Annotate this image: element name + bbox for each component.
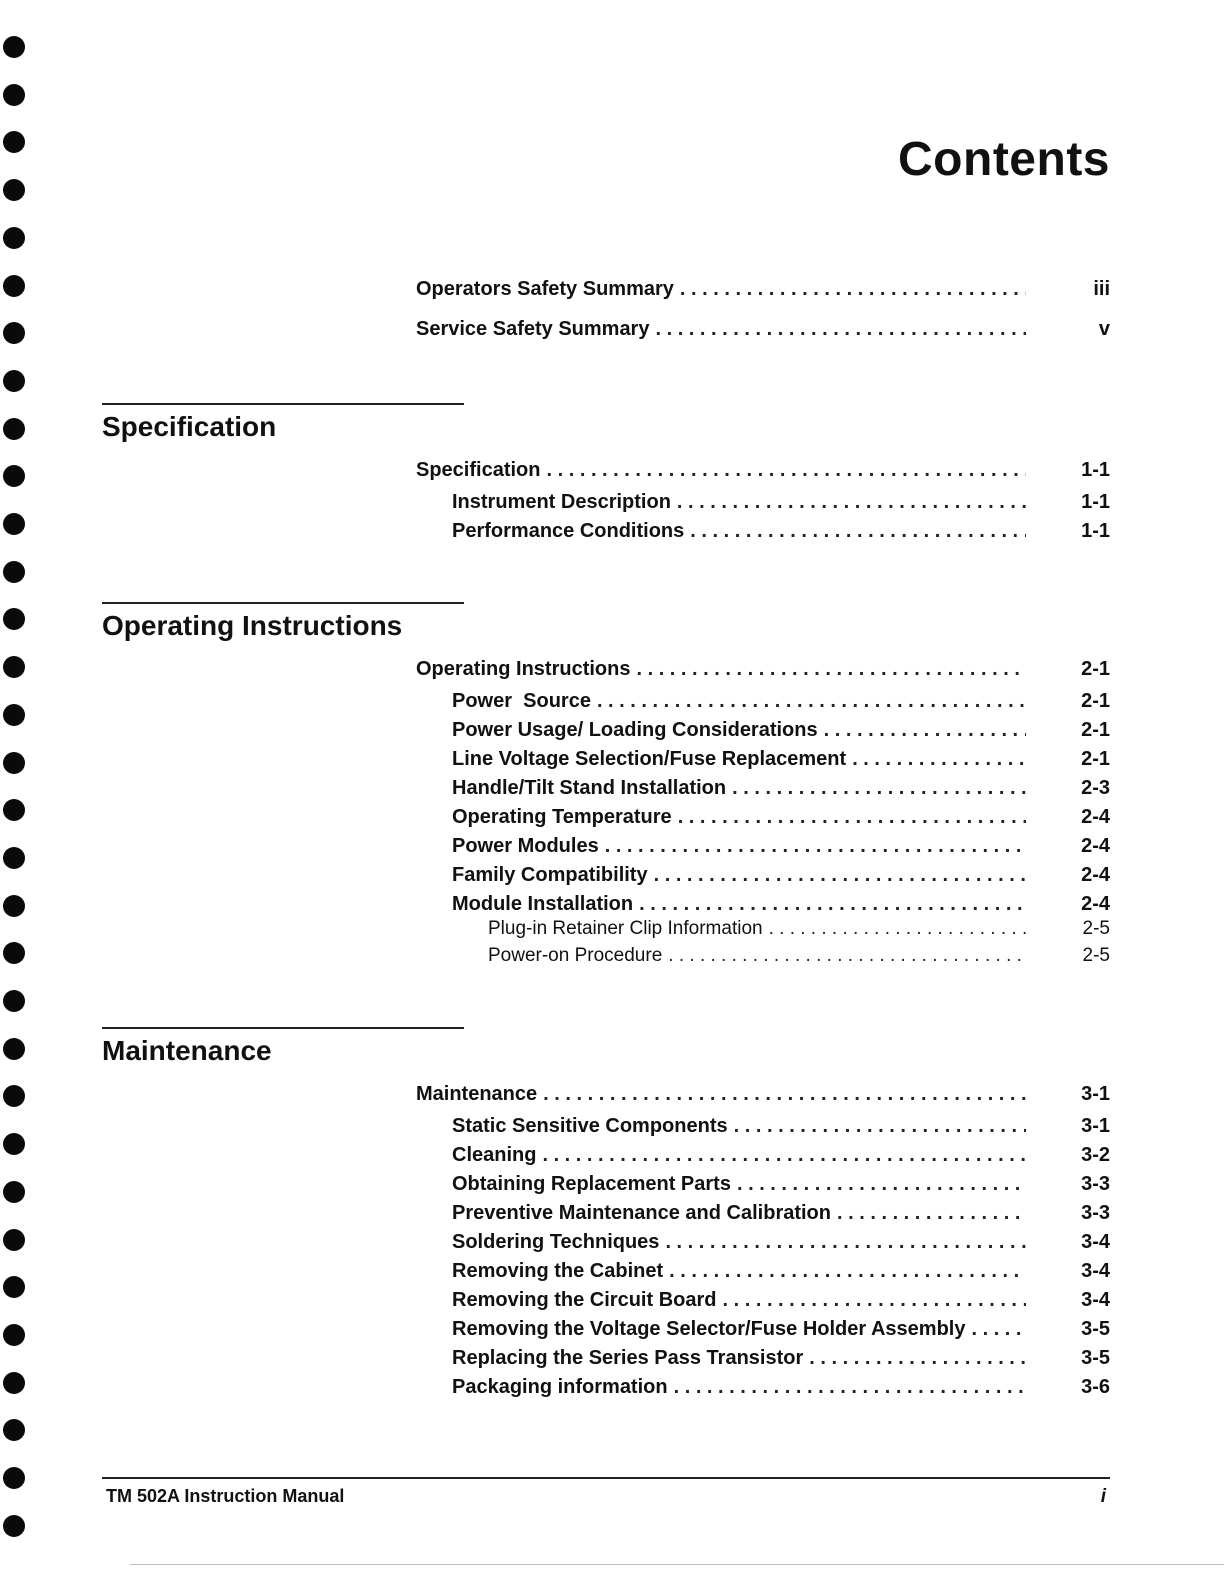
toc-entry-label: Specification (416, 458, 541, 481)
dot-leader (732, 777, 1026, 800)
dot-leader (597, 690, 1026, 713)
binder-hole (3, 465, 25, 487)
binder-hole (3, 847, 25, 869)
binder-hole (3, 1133, 25, 1155)
toc-entry-label: Module Installation (452, 892, 634, 915)
dot-leader (769, 918, 1026, 940)
toc-entry[interactable] (416, 656, 1026, 682)
dot-leader (639, 893, 1026, 916)
toc-entry-label: Replacing the Series Pass Transistor (452, 1346, 804, 1369)
toc-entry[interactable] (452, 518, 1026, 544)
toc-entry-page: 2-1 (1081, 690, 1110, 712)
toc-entry-label: Removing the Cabinet (452, 1259, 664, 1282)
binder-hole (3, 275, 25, 297)
dot-leader (809, 1347, 1026, 1370)
toc-entry[interactable] (452, 1258, 1026, 1284)
binder-hole (3, 84, 25, 106)
toc-entry-page: 2-1 (1081, 748, 1110, 770)
binder-hole (3, 1515, 25, 1537)
binder-hole (3, 608, 25, 630)
toc-entry-label: Performance Conditions (452, 519, 685, 542)
dot-leader (971, 1318, 1026, 1341)
toc-entry[interactable] (452, 1200, 1026, 1226)
toc-entry[interactable] (416, 457, 1026, 483)
toc-entry-page: 3-2 (1081, 1144, 1110, 1166)
toc-entry-page: 3-1 (1081, 1083, 1110, 1105)
binder-hole (3, 227, 25, 249)
toc-entry[interactable] (452, 1229, 1026, 1255)
toc-entry[interactable] (416, 1081, 1026, 1107)
binder-hole (3, 36, 25, 58)
toc-entry-label: Obtaining Replacement Parts (452, 1172, 731, 1195)
dot-leader (722, 1289, 1026, 1312)
binder-hole (3, 1229, 25, 1251)
dot-leader (669, 1260, 1026, 1283)
binder-hole (3, 370, 25, 392)
toc-entry[interactable] (452, 1142, 1026, 1168)
dot-leader (680, 278, 1026, 301)
toc-entry-label: Family Compatibility (452, 863, 648, 886)
binder-hole (3, 179, 25, 201)
toc-entry-page: 3-3 (1081, 1173, 1110, 1195)
toc-entry[interactable] (452, 1113, 1026, 1139)
section-rule (102, 602, 464, 604)
toc-entry[interactable] (452, 489, 1026, 515)
toc-entry-page: 2-4 (1081, 806, 1110, 828)
toc-entry-label: Cleaning (452, 1143, 537, 1166)
toc-entry-page: 2-3 (1081, 777, 1110, 799)
toc-entry-label: Operating Instructions (416, 657, 631, 680)
footer-rule (102, 1477, 1110, 1479)
toc-entry[interactable] (452, 1171, 1026, 1197)
binder-hole (3, 942, 25, 964)
dot-leader (636, 658, 1026, 681)
toc-entry-label: Plug-in Retainer Clip Information (488, 918, 763, 939)
section-rule (102, 403, 464, 405)
toc-entry-operators-safety-summary[interactable] (416, 276, 1026, 302)
toc-entry-page: 1-1 (1081, 459, 1110, 481)
dot-leader (543, 1083, 1026, 1106)
page-title: Contents (898, 133, 1110, 186)
dot-leader (674, 1376, 1026, 1399)
dot-leader (678, 806, 1026, 829)
binder-hole (3, 322, 25, 344)
toc-entry[interactable] (488, 943, 1026, 969)
binder-hole (3, 656, 25, 678)
toc-entry-page: 2-4 (1081, 893, 1110, 915)
toc-entry[interactable] (452, 717, 1026, 743)
dot-leader (655, 318, 1026, 341)
toc-entry-page: 2-4 (1081, 835, 1110, 857)
dot-leader (737, 1173, 1026, 1196)
toc-entry[interactable] (452, 862, 1026, 888)
binder-hole (3, 418, 25, 440)
binder-hole (3, 704, 25, 726)
toc-entry-label: Power-on Procedure (488, 945, 663, 966)
binder-hole (3, 1467, 25, 1489)
toc-entry-label: Operating Temperature (452, 805, 672, 828)
dot-leader (605, 835, 1026, 858)
toc-entry-page: 3-5 (1081, 1318, 1110, 1340)
toc-entry-page: 1-1 (1081, 491, 1110, 513)
binder-hole (3, 513, 25, 535)
scan-edge-line (130, 1564, 1224, 1565)
footer-page-number: i (1100, 1486, 1106, 1507)
toc-entry-page: 2-1 (1081, 658, 1110, 680)
toc-entry[interactable] (452, 1374, 1026, 1400)
toc-entry-page: 2-5 (1082, 918, 1110, 939)
toc-entry-page: 1-1 (1081, 520, 1110, 542)
section-rule (102, 1027, 464, 1029)
toc-entry-label: Maintenance (416, 1082, 538, 1105)
toc-entry-page: 2-1 (1081, 719, 1110, 741)
dot-leader (837, 1202, 1026, 1225)
dot-leader (852, 748, 1026, 771)
toc-entry-label: Handle/Tilt Stand Installation (452, 776, 727, 799)
dot-leader (824, 719, 1026, 742)
section-heading-operating-instructions: Operating Instructions (102, 610, 403, 641)
toc-entry-page: 3-4 (1081, 1260, 1110, 1282)
toc-entry-page: v (1098, 318, 1110, 340)
toc-entry[interactable] (452, 1287, 1026, 1313)
dot-leader (734, 1115, 1026, 1138)
toc-entry-label: Power Source (452, 689, 591, 712)
dot-leader (654, 864, 1026, 887)
binder-hole (3, 1181, 25, 1203)
binder-hole (3, 752, 25, 774)
toc-entry[interactable] (452, 804, 1026, 830)
dot-leader (542, 1144, 1026, 1167)
toc-entry-label: Instrument Description (452, 490, 671, 513)
dot-leader (677, 491, 1026, 514)
dot-leader (668, 945, 1026, 967)
toc-entry-label: Operators Safety Summary (416, 277, 674, 300)
toc-entry[interactable] (452, 746, 1026, 772)
toc-entry-label: Service Safety Summary (416, 317, 650, 340)
binder-hole (3, 131, 25, 153)
toc-entry[interactable] (452, 1345, 1026, 1371)
toc-entry-label: Power Usage/ Loading Considerations (452, 718, 818, 741)
binder-hole (3, 895, 25, 917)
toc-entry[interactable] (452, 775, 1026, 801)
binder-hole (3, 1372, 25, 1394)
toc-entry-page: 2-4 (1081, 864, 1110, 886)
toc-entry-page: 3-6 (1081, 1376, 1110, 1398)
toc-entry[interactable] (452, 688, 1026, 714)
toc-entry-label: Power Modules (452, 834, 599, 857)
toc-entry-label: Line Voltage Selection/Fuse Replacement (452, 747, 847, 770)
dot-leader (690, 520, 1026, 543)
toc-entry[interactable] (452, 891, 1026, 917)
toc-entry-page: 3-1 (1081, 1115, 1110, 1137)
toc-entry-page: 2-5 (1082, 945, 1110, 966)
toc-entry-page: 3-5 (1081, 1347, 1110, 1369)
toc-entry-label: Removing the Circuit Board (452, 1288, 717, 1311)
toc-entry-label: Preventive Maintenance and Calibration (452, 1201, 831, 1224)
footer-manual-title: TM 502A Instruction Manual (106, 1486, 345, 1506)
toc-entry-page: 3-4 (1081, 1289, 1110, 1311)
toc-entry-label: Static Sensitive Components (452, 1114, 728, 1137)
binder-hole (3, 1085, 25, 1107)
binder-hole (3, 799, 25, 821)
dot-leader (546, 459, 1026, 482)
toc-entry-label: Soldering Techniques (452, 1230, 660, 1253)
toc-entry-page: 3-3 (1081, 1202, 1110, 1224)
binder-hole (3, 561, 25, 583)
binder-hole (3, 1038, 25, 1060)
toc-entry-page: 3-4 (1081, 1231, 1110, 1253)
toc-entry[interactable] (488, 916, 1026, 942)
dot-leader (665, 1231, 1026, 1254)
toc-entry[interactable] (452, 1316, 1026, 1342)
toc-entry-service-safety-summary[interactable] (416, 316, 1026, 342)
binder-hole (3, 1324, 25, 1346)
section-heading-maintenance: Maintenance (102, 1035, 272, 1066)
toc-entry-label: Packaging information (452, 1375, 668, 1398)
binder-hole (3, 1419, 25, 1441)
toc-entry[interactable] (452, 833, 1026, 859)
binder-hole (3, 1276, 25, 1298)
toc-entry-page: iii (1093, 278, 1110, 300)
toc-entry-label: Removing the Voltage Selector/Fuse Holder Assembly (452, 1317, 966, 1340)
section-heading-specification: Specification (102, 411, 277, 442)
binder-hole (3, 990, 25, 1012)
